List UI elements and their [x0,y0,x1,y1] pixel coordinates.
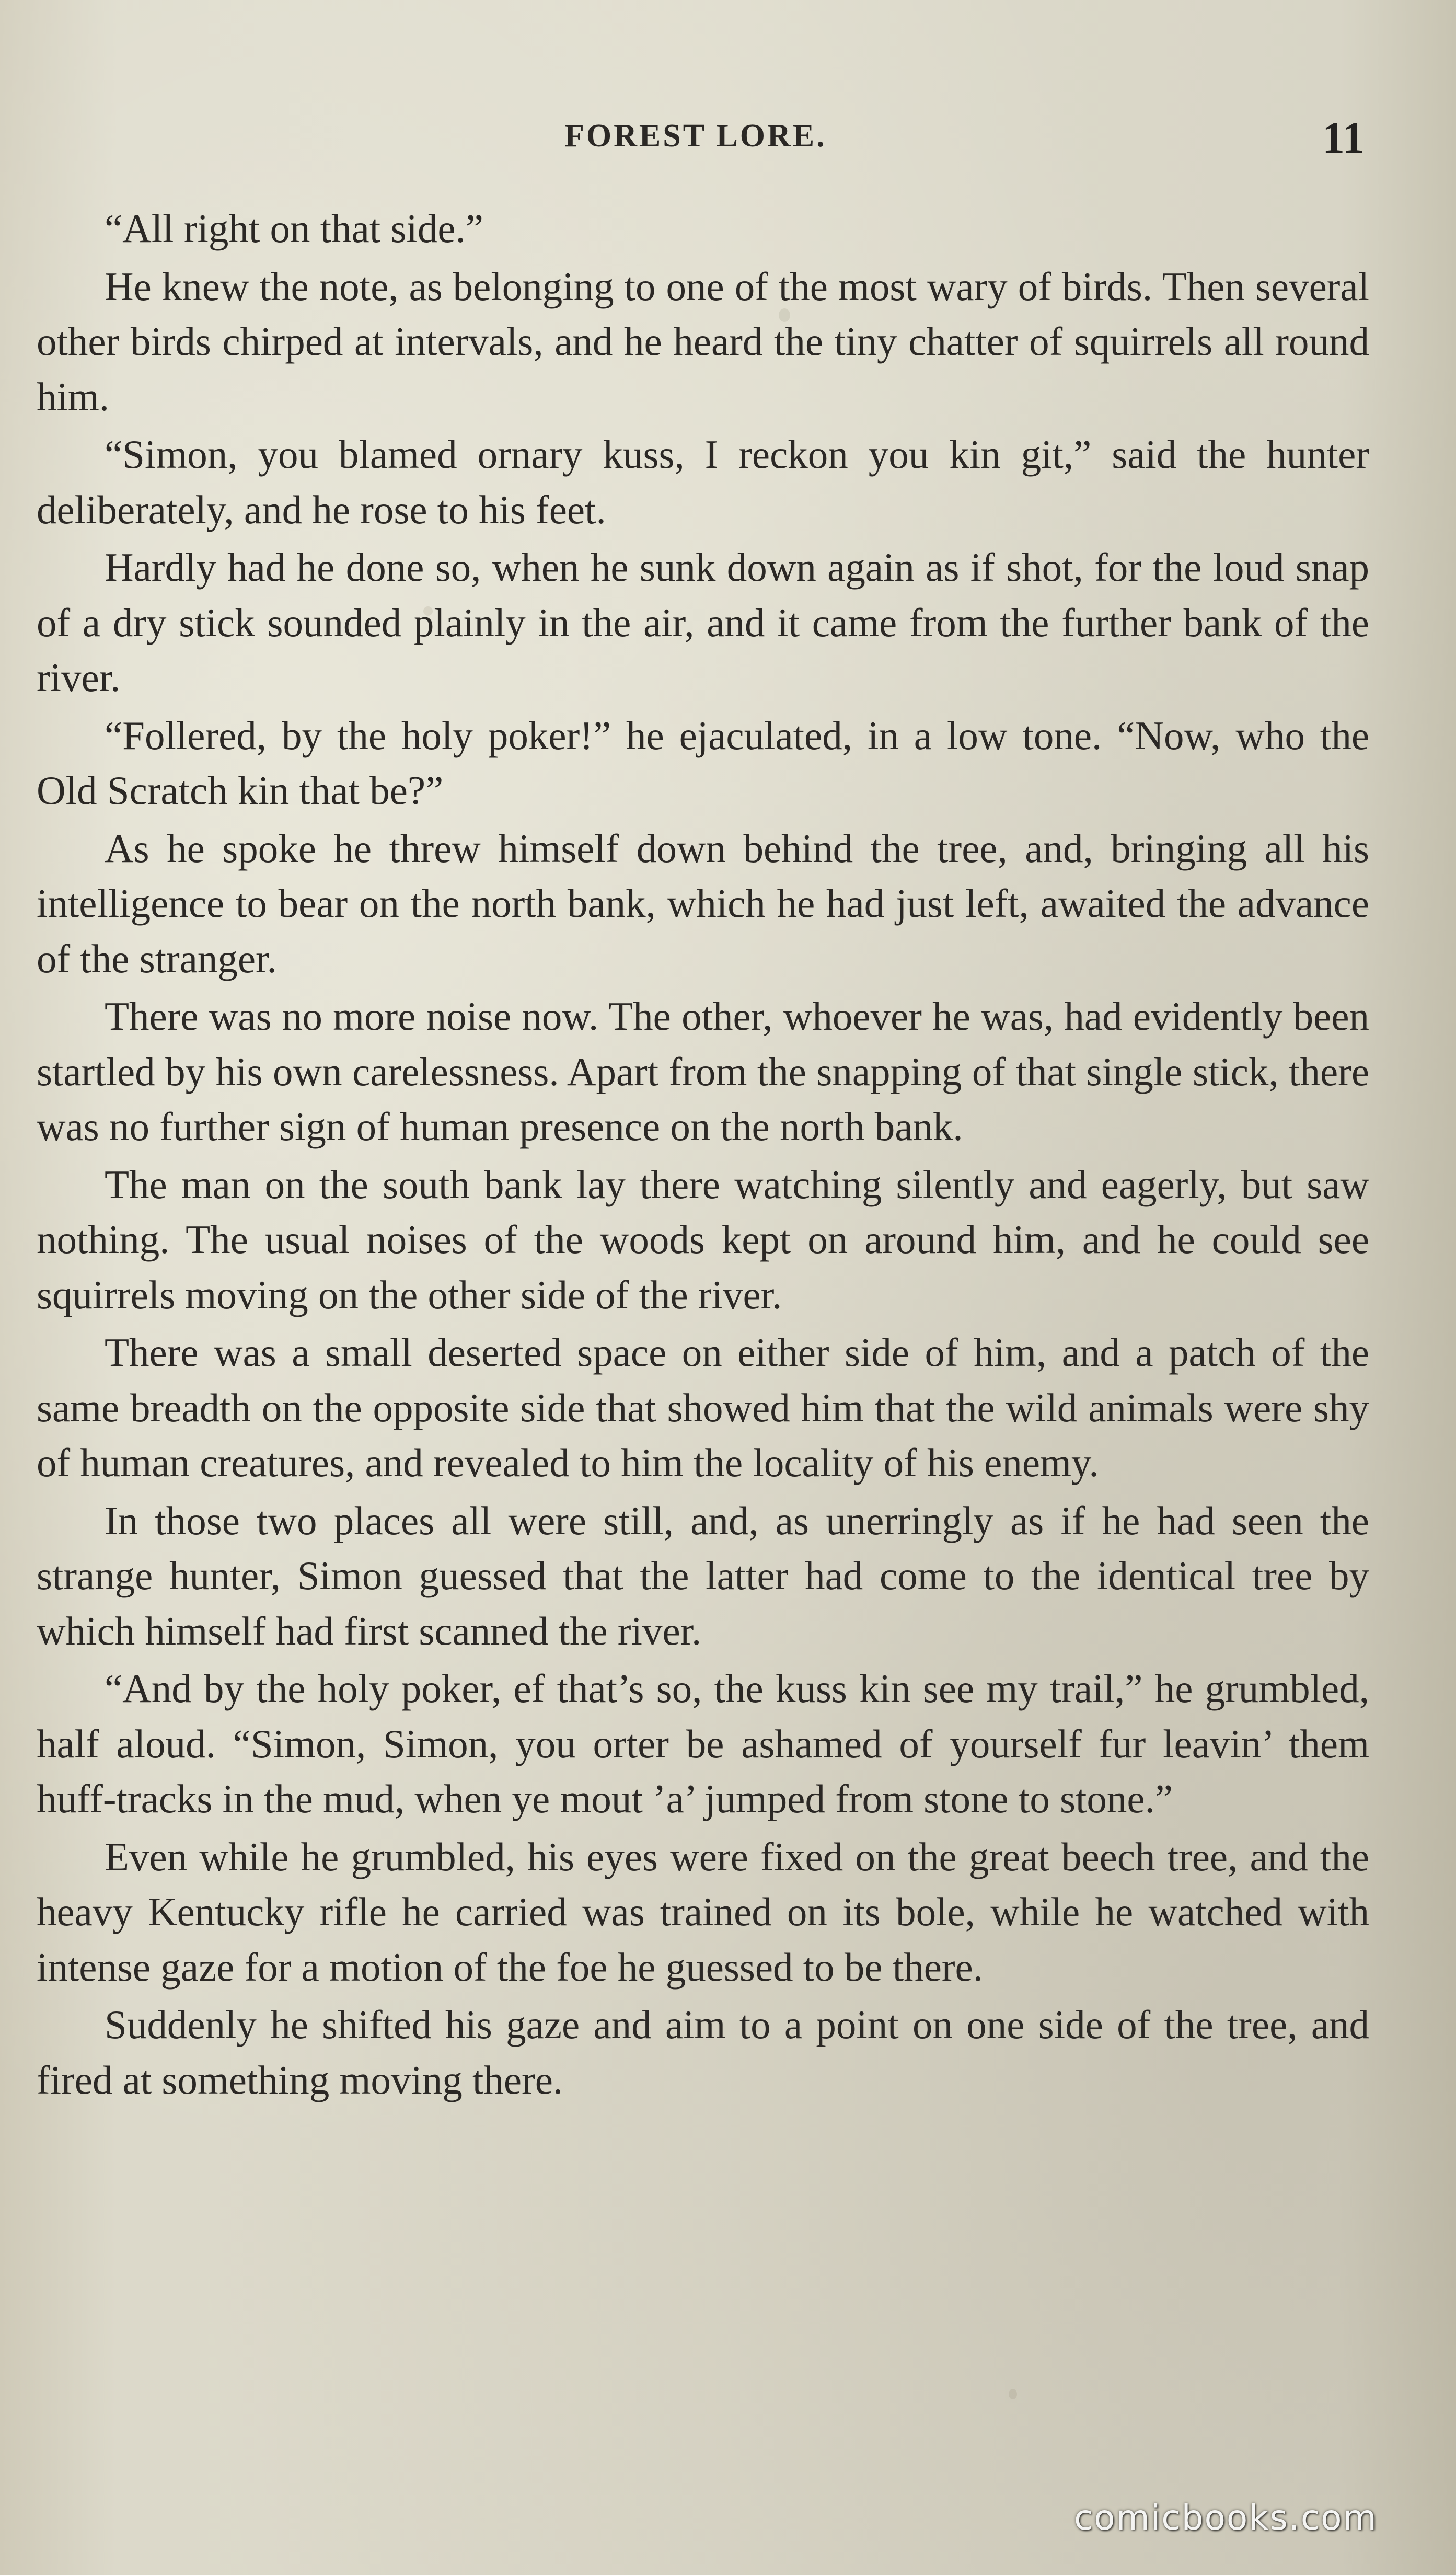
watermark: comicbooks.com [1074,2498,1378,2538]
paragraph: Hardly had he done so, when he sunk down again as if shot, for the loud snap of a dry stick sounded plainly in the air, and it came from the further bank of the river. [37,545,1369,700]
paragraph: As he spoke he threw himself down behind the tree, and, bringing all his intelligence to bear on the north bank, which he had just left, awaited the advance of the stranger. [37,825,1369,981]
paragraph: He knew the note, as belonging to one of the most wary of birds. Then several other birds chirped at intervals, and he heard the tiny chatter of squirrels all round him. [37,263,1369,419]
paragraph: In those two places all were still, and, as unerringly as if he had seen the strange hunter, Simon guessed that the latter had come to the identical tree by which himself had first scanned the river. [37,1498,1369,1653]
paragraph: “Follered, by the holy poker!” he ejaculated, in a low tone. “Now, who the Old Scratch kin that be?” [37,712,1369,813]
paragraph: “All right on that side.” [105,206,483,251]
paragraph: Even while he grumbled, his eyes were fixed on the great beech tree, and the heavy Kentucky rifle he carried was trained on its bole, while he watched with intense gaze for a motion of the foe he guessed to be there. [37,1834,1369,1990]
body-text [37,201,1369,2108]
paragraph: Suddenly he shifted his gaze and aim to a point on one side of the tree, and fired at something moving there. [37,2002,1369,2102]
page-header [0,107,1456,180]
paragraph: There was no more noise now. The other, whoever he was, had evidently been startled by his own carelessness. Apart from the snapping of that single stick, there was no further sign of human presence on the north bank. [37,994,1369,1149]
page-number: 11 [1322,112,1365,163]
paragraph: The man on the south bank lay there watching silently and eagerly, but saw nothing. The usual noises of the woods kept on around him, and he could see squirrels moving on the other side of the river. [37,1162,1369,1317]
running-head: FOREST LORE. [564,118,827,154]
paragraph: There was a small deserted space on either side of him, and a patch of the same breadth on the opposite side that showed him that the wild animals were shy of human creatures, and revealed to him the locality of his enemy. [37,1330,1369,1485]
ink-speck [1009,2389,1017,2399]
paragraph: “And by the holy poker, ef that’s so, the kuss kin see my trail,” he grumbled, half aloud. “Simon, Simon, you orter be ashamed of yourself fur leavin’ them huff-tracks in the mud, when ye mout ’a’ jumped from stone to stone.” [37,1666,1369,1821]
paragraph: “Simon, you blamed ornary kuss, I reckon you kin git,” said the hunter deliberately, and he rose to his feet. [37,432,1369,532]
